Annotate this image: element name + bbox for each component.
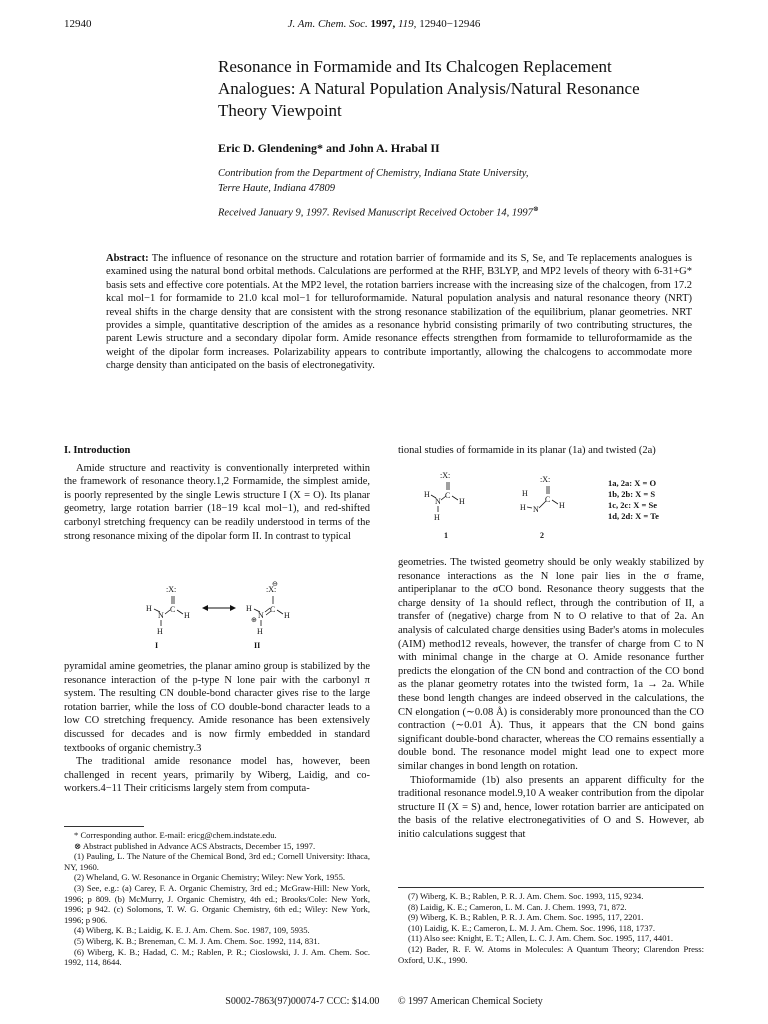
article-title: Resonance in Formamide and Its Chalcogen Replacement Analogues: A Natural Population Analysis/Natural Resonance Theory Viewpoint [218, 57, 640, 120]
svg-text:1c, 2c: X = Se: 1c, 2c: X = Se [608, 500, 657, 510]
footnote: (12) Bader, R. F. W. Atoms in Molecules: A Quantum Theory; Clarendon Press: Oxford, U.K., 1990. [398, 943, 704, 965]
footnotes-right [398, 891, 704, 965]
footnote: (10) Laidig, K. E.; Cameron, L. M. J. Am. Chem. Soc. 1996, 118, 1737. [408, 922, 655, 933]
svg-text:H: H [284, 611, 290, 620]
svg-text:C: C [170, 605, 176, 614]
copyright: © 1997 American Chemical Society [397, 996, 543, 1007]
footnote-rule [64, 826, 144, 827]
footnote: (11) Also see: Knight, E. T.; Allen, L. C. J. Am. Chem. Soc. 1995, 117, 4401. [408, 933, 673, 944]
footnote: ⊗ Abstract published in Advance ACS Abstracts, December 15, 1997. [74, 840, 316, 851]
intro-section-top [64, 444, 370, 543]
footnote: (5) Wiberg, K. B.; Breneman, C. M. J. Am. Chem. Soc. 1992, 114, 831. [74, 935, 320, 946]
resonance-arrow [202, 605, 236, 611]
structure-2 [520, 475, 565, 540]
resonance-scheme [130, 578, 310, 652]
svg-text:H: H [520, 503, 526, 512]
right-paragraph-1: geometries. The twisted geometry should be only weakly stabilized by resonance interactions as the N lone pair lies in the σ frame, antiperiplanar to the σCO bond. Resonance theory suggests that the charge density of 1a should reflect, through the contribution of II, a transfer of (negative) charge from N to O relative to that of 2a. An analysis of calculated charge densities using Bader's atoms in molecules (AIM) method12 reveals, however, the transfer of charge from C to N with minimal change in the charge at O. Amide resonance further predicts the elongation of the CN bond and contraction of the CO bond as the planar geometry rotates into the twisted form, 1a → 2a. While these bond length changes are indeed observed in the calculations, the CN elongation (∼0.08 Å) is considerably more pronounced than the CO contraction (∼0.01 Å). Thus, it appears that the CN bond gains significant double-bond character, whereas the CO remains essentially a double bond. The resonance model might lead one to expect more similar changes in bond length on rotation. [398, 557, 704, 772]
svg-text:C: C [445, 491, 451, 500]
intro-paragraph-3: The traditional amide resonance model has, however, been challenged in recent years, primarily by Wiberg, Laidig, and co-workers.4−11 Their criticisms largely stem from computa- [64, 756, 370, 795]
label-1: 1 [444, 531, 448, 540]
structure-1 [424, 471, 465, 540]
footnote: (2) Wheland, G. W. Resonance in Organic Chemistry; Wiley: New York, 1955. [74, 872, 346, 883]
abstract-text: The influence of resonance on the structure and rotation barrier of formamide and its S, Se, and Te replacements analogues is examined using the natural bond orbital methods. Calculations are performed at the RHF, B3LYP, and MP2 levels of theory with 6-31+G* basis sets and effective core potentials. At the MP2 level, the rotation barriers increase with the increasing size of the chalcogen, from 17.2 kcal mol−1 for formamide to 21.0 kcal mol−1 for telluroformamide. Natural population analysis and natural resonance theory (NRT) reveal shifts in the charge density that are consistent with the strong resonance stabilization of the equilibrium, planar geometries. NRT provides a simple, quantitative description of the amides as a resonance hybrid consisting primarily of two contributing structures, the parent Lewis structure and a secondary dipolar form. Amide resonance effects strengthen from formamide to telluroformamide as the weight of the dipolar form increases. Polarizability appears to contribute importantly, allowing the chalcogens to accommodate more charge density than anticipated on the basis of electronegativity. [106, 253, 692, 372]
intro-section-bottom [64, 660, 370, 796]
scheme-legend [608, 478, 659, 521]
footnote: (4) Wiberg, K. B.; Laidig, K. E. J. Am. Chem. Soc. 1987, 109, 5935. [74, 925, 310, 936]
label-2: 2 [540, 531, 544, 540]
footnote: (8) Laidig, K. E.; Cameron, L. M. Can. J. Chem. 1993, 71, 872. [408, 901, 627, 912]
label-II: II [254, 641, 261, 650]
footnote: (6) Wiberg, K. B.; Hadad, C. M.; Rablen, P. R.; Cioslowski, J. J. Am. Chem. Soc. 1992, 114, 8644. [64, 946, 370, 968]
svg-text:N: N [435, 497, 441, 506]
received-dates: Received January 9, 1997. Revised Manuscript Received October 14, 1997⊗ [218, 205, 539, 219]
svg-text:N: N [158, 611, 164, 620]
page-range: 12940−12946 [419, 18, 481, 30]
right-paragraph-2: Thioformamide (1b) also presents an apparent difficulty for the traditional resonance model.9,10 A weaker contribution from the dipolar structure II (X = S) and, hence, lower rotation barrier are anticipated on the basis of the relative electronegativities of O and S. However, ab initio calculations suggest that [398, 774, 704, 840]
svg-text:H: H [157, 627, 163, 636]
svg-text::X:: :X: [540, 475, 551, 484]
page-footer [0, 996, 768, 1007]
svg-text:H: H [424, 490, 430, 499]
svg-text:H: H [559, 501, 565, 510]
svg-text:H: H [434, 513, 440, 522]
footnote-rule-right [398, 887, 704, 888]
footnote: * Corresponding author. E-mail: ericg@chem.indstate.edu. [74, 830, 277, 840]
svg-text::X:: :X: [266, 585, 277, 594]
svg-text:H: H [246, 604, 252, 613]
journal-citation: J. Am. Chem. Soc. 1997, 119, 12940−12946 [287, 18, 481, 30]
abstract [106, 252, 692, 373]
svg-text:N: N [533, 505, 539, 514]
footnote: (7) Wiberg, K. B.; Rablen, P. R. J. Am. Chem. Soc. 1993, 115, 9234. [408, 891, 644, 901]
structure-II [246, 580, 290, 650]
structure-I [146, 585, 190, 650]
svg-text:H: H [184, 611, 190, 620]
svg-text:H: H [257, 627, 263, 636]
svg-text::X:: :X: [440, 471, 451, 480]
svg-text:⊖: ⊖ [272, 580, 278, 588]
right-col-intro [398, 444, 704, 458]
footnote: (9) Wiberg, K. B.; Rablen, P. R. J. Am. Chem. Soc. 1995, 117, 2201. [408, 912, 644, 923]
article-code: S0002-7863(97)00074-7 CCC: $14.00 [225, 996, 380, 1007]
svg-text:C: C [545, 495, 551, 504]
section-heading: I. Introduction [64, 445, 131, 456]
svg-text:C: C [270, 605, 276, 614]
footnotes-left [64, 830, 370, 968]
page-number: 12940 [64, 18, 92, 30]
svg-text:H: H [146, 604, 152, 613]
svg-text:H: H [522, 489, 528, 498]
svg-text:N: N [258, 611, 264, 620]
intro-paragraph-2: pyramidal amine geometries, the planar amino group is stabilized by the resonance interaction of the p-type N lone pair with the carbonyl π system. The resulting CN double-bond character gives rise to the large rotation barrier, while the loss of CO double-bond character leads to a low CO stretching frequency. Amide resonance has been extensively discussed for decades and is now firmly embedded in standard textbooks of organic chemistry.3 [64, 661, 370, 754]
right-paragraph-0: tional studies of formamide in its planar (1a) and twisted (2a) [398, 445, 656, 456]
svg-text:1a, 2a: X = O: 1a, 2a: X = O [608, 478, 657, 488]
formamide-structures-scheme [420, 468, 710, 544]
right-col-body [398, 556, 704, 841]
abstract-label: Abstract: [106, 253, 149, 264]
running-head [64, 18, 704, 34]
affiliation: Contribution from the Department of Chemistry, Indiana State University, Terre Haute, Indiana 47809 [218, 168, 529, 194]
authors: Eric D. Glendening* and John A. Hrabal II [218, 141, 440, 155]
svg-text::X:: :X: [166, 585, 177, 594]
svg-text:⊕: ⊕ [251, 616, 257, 624]
footnote: (3) See, e.g.: (a) Carey, F. A. Organic Chemistry, 3rd ed.; McGraw-Hill: New York, 1996; p 809. (b) McMurry, J. Organic Chemistry, 4th ed.; Brooks/Cole: New York, 1996; p 942. (c) Solomons, T. W. G. Organic Chemistry, 6th ed.; Wiley: New York, 1996; p 906. [64, 882, 370, 925]
label-I: I [155, 641, 159, 650]
svg-text:H: H [459, 497, 465, 506]
intro-paragraph-1: Amide structure and reactivity is conventionally interpreted within the framework of resonance theory.1,2 Formamide, the simplest amide, is poorly represented by the single Lewis structure I (X = O). Its planar geometry, large rotation barrier (18−19 kcal mol−1), and red-shifted carbonyl stretching frequency can be readily understood in terms of the strong resonance mixing of the dipolar form II. In contrast to typical [64, 462, 370, 542]
footnote: (1) Pauling, L. The Nature of the Chemical Bond, 3rd ed.; Cornell University: Ithaca, NY, 1960. [64, 851, 370, 872]
svg-text:1d, 2d: X = Te: 1d, 2d: X = Te [608, 511, 659, 521]
svg-text:1b, 2b: X = S: 1b, 2b: X = S [608, 489, 656, 499]
